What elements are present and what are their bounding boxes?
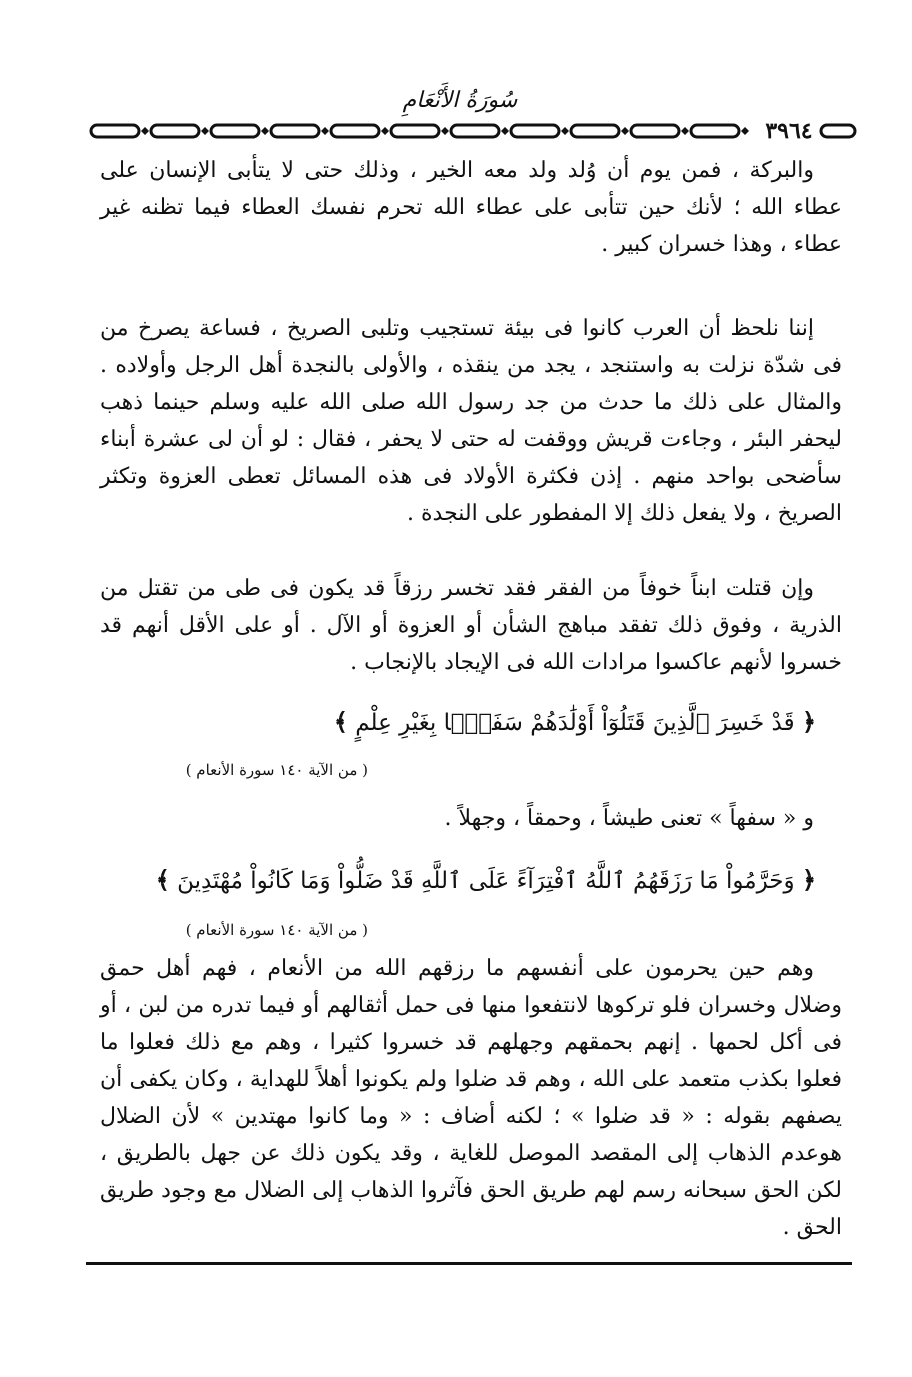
verse-reference-1: ( من الآية ١٤٠ سورة الأنعام ): [185, 761, 368, 779]
quran-verse-2-text: وَحَرَّمُواْ مَا رَزَقَهُمُ ٱللَّهُ ٱفْتِرَآءً عَلَى ٱللَّهِ قَدْ ضَلُّواْ وَمَا كَانُواْ مُهْتَدِينَ: [177, 868, 795, 894]
paragraph-2-text: إننا نلحظ أن العرب كانوا فى بيئة تستجيب وتلبى الصريخ ، فساعة يصرخ من فى شدّة نزلت به واستنجد ، يجد من ينقذه ، والأولى بالنجدة أهل الرجل وأولاده . والمثال على ذلك ما حدث من جد رسول الله صلى الله عليه وسلم حينما ذهب ليحفر البئر ، وجاءت قريش ووقفت له حتى لا يحفر ، فقال : لو أن لى عشرة أبناء سأضحى بواحد منهم . إذن فكثرة الأولاد فى هذه المسائل تعطى العزوة وتكثر الصريخ ، ولا يفعل ذلك إلا المفطور على النجدة .: [100, 316, 842, 526]
paragraph-2: [100, 310, 842, 532]
paragraph-1-text: والبركة ، فمن يوم أن وُلد ولد معه الخير ، وذلك حتى لا يتأبى الإنسان على عطاء الله ؛ لأنك حين تتأبى على عطاء الله تحرم نفسك العطاء فيما تظنه غير عطاء ، وهذا خسران كبير .: [100, 158, 842, 257]
verse-reference-2: ( من الآية ١٤٠ سورة الأنعام ): [185, 921, 368, 939]
chain-end-ornament: [818, 121, 858, 141]
paragraph-5: [100, 950, 842, 1246]
quran-verse-1: [334, 702, 816, 743]
paragraph-5-text: وهم حين يحرمون على أنفسهم ما رزقهم الله من الأنعام ، فهم أهل حمق وضلال وخسران فلو تركوها لانتفعوا منها فى حمل أثقالهم أو فيما تدره من لبن ، أو فى أكل لحمها . إنهم بحمقهم وجهلهم قد خسروا كثيرا ، وهم مع ذلك فعلوا ما فعلوا بكذب متعمد على الله ، وهم قد ضلوا ولم يكونوا أهلاً للهداية ، وكان يكفى أن يصفهم بقوله : « قد ضلوا » ؛ لكنه أضاف : « وما كانوا مهتدين » لأن الضلال هوعدم الذهاب إلى المقصد الموصل للغاية ، وقد يكون ذلك عن جهل بالطريق ، لكن الحق سبحانه رسم لهم طريق الحق فآثروا الذهاب إلى الضلال مع وجود طريق الحق .: [100, 956, 842, 1240]
ornate-bracket-open-icon: ﴿: [801, 707, 816, 736]
quran-verse-1-text: قَدْ خَسِرَ ٱلَّذِينَ قَتَلُوٓاْ أَوْلَٰدَهُمْ سَفَهًۢا بِغَيْرِ عِلْمٍ: [355, 710, 795, 736]
ornate-bracket-close-icon: ﴾: [333, 707, 348, 736]
ornate-bracket-open-icon: ﴿: [801, 865, 816, 894]
paragraph-3-text: وإن قتلت ابناً خوفاً من الفقر فقد تخسر رزقاً قد يكون فى طى من تقتل من الذرية ، وفوق ذلك تفقد مباهج الشأن أو العزوة أو الآل . أو على الأقل أنهم قد خسروا لأنهم عاكسوا مرادات الله فى الإيجاد بالإنجاب .: [100, 576, 842, 675]
paragraph-4: [100, 800, 842, 837]
page-number: ٣٩٦٤: [765, 118, 813, 144]
surah-title: سُورَةُ الأَنْعَامِ: [402, 88, 518, 113]
quran-verse-2: [156, 860, 816, 901]
bottom-rule-divider: [86, 1262, 852, 1265]
paragraph-1: [100, 152, 842, 263]
paragraph-4-text: و « سفهاً » تعنى طيشاً ، وحمقاً ، وجهلاً .: [444, 806, 814, 831]
chain-ornament-divider: [88, 121, 760, 141]
paragraph-3: [100, 570, 842, 681]
ornate-bracket-close-icon: ﴾: [155, 865, 170, 894]
